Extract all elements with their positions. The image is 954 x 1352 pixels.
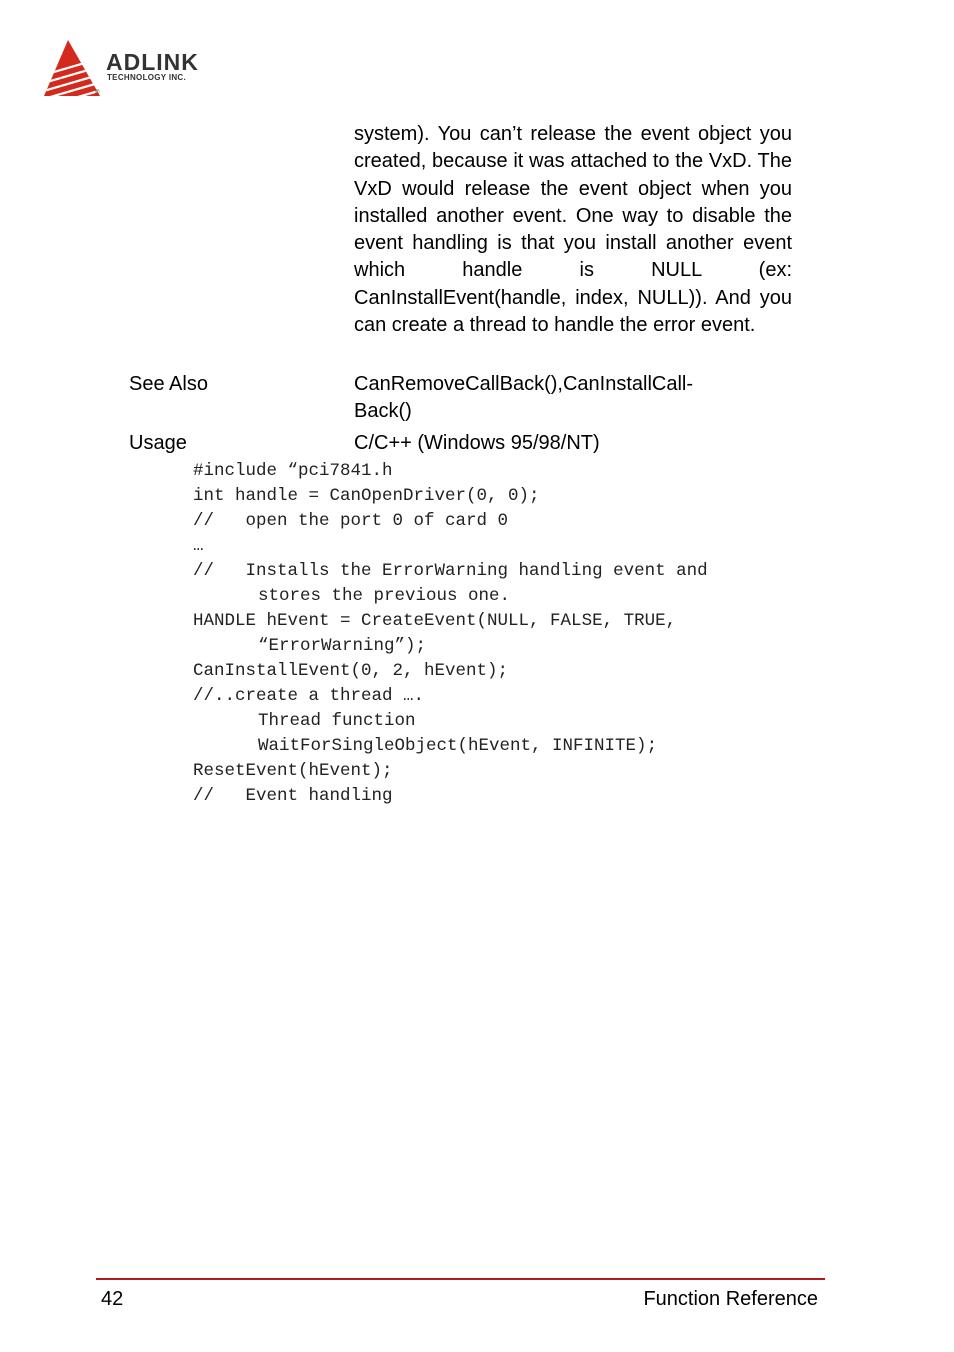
code-line: CanInstallEvent(0, 2, hEvent);: [193, 661, 509, 681]
code-line: int handle = CanOpenDriver(0, 0);: [193, 486, 540, 506]
code-line: ResetEvent(hEvent);: [193, 761, 393, 781]
code-line: #include “pci7841.h: [193, 461, 393, 481]
see-also-line-1: CanRemoveCallBack(),CanInstallCall-: [354, 373, 694, 395]
logo-subtitle: TECHNOLOGY INC.: [107, 73, 187, 82]
footer-divider: [96, 1278, 825, 1280]
section-name: Function Reference: [643, 1288, 818, 1310]
page-number: 42: [101, 1288, 124, 1310]
description-paragraph: system). You can’t release the event object you created, because it was attached to the VxD. The VxD would release the event object when you installed another event. One way to disable the event handling is that you install another event which handle is NULL (ex: CanInstallEvent(handle, index, NULL)). And you can create a thread to handle the error event.: [354, 123, 792, 337]
adlink-triangle-icon: [40, 36, 102, 98]
code-line: “ErrorWarning”);: [258, 636, 427, 656]
code-line: HANDLE hEvent = CreateEvent(NULL, FALSE, TRUE,: [193, 611, 677, 631]
adlink-logo: [40, 36, 240, 100]
code-line: Thread function: [258, 711, 416, 731]
code-line: // open the port 0 of card 0: [193, 511, 509, 531]
see-also-line-2: Back(): [354, 400, 412, 422]
code-line: …: [193, 536, 204, 556]
code-line: stores the previous one.: [258, 586, 511, 606]
code-line: // Installs the ErrorWarning handling event and: [193, 561, 708, 581]
code-line: WaitForSingleObject(hEvent, INFINITE);: [258, 736, 658, 756]
code-example: [193, 459, 708, 809]
see-also-label: See Also: [129, 373, 208, 395]
usage-label: Usage: [129, 432, 187, 454]
registered-mark: ®: [95, 90, 100, 96]
code-line: //..create a thread ….: [193, 686, 425, 706]
see-also-value: [354, 371, 792, 425]
usage-value: C/C++ (Windows 95/98/NT): [354, 432, 600, 454]
code-line: // Event handling: [193, 786, 393, 806]
logo-name: ADLINK: [106, 49, 199, 75]
